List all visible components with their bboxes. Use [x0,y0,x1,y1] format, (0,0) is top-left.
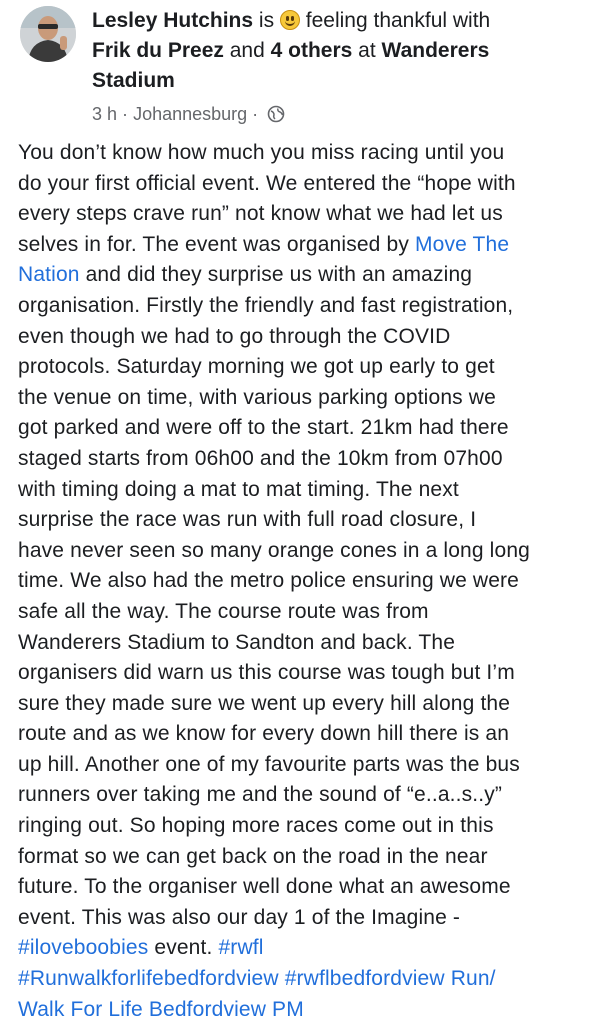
body-line [18,964,586,995]
location-link-cont[interactable]: Stadium [92,69,175,92]
tagged-others[interactable]: 4 others [270,39,353,62]
author-name[interactable]: Lesley Hutchins [92,9,254,32]
body-line: safe all the way. The course route was from [18,599,429,623]
tagged-person[interactable]: Frik du Preez [92,39,224,62]
body-line: route and as we know for every down hill there is an [18,722,510,746]
body-line: even though we had to go through the COVID [18,324,451,348]
body-line [18,995,586,1025]
body-line: protocols. Saturday morning we got up early to get [18,355,495,379]
body-line: runners over taking me and the sound of “e..a..s..y” [18,783,503,807]
page-link-run-walk-for-life-cont[interactable]: Walk For Life Bedfordview PM [18,997,304,1021]
author-avatar[interactable] [20,6,76,62]
body-line: selves in for. The event was organised by Move The [18,232,510,256]
body-line: format so we can get back on the road in the near [18,844,488,868]
post-city: Johannesburg [133,104,248,124]
body-line: Nation and did they surprise us with an amazing [18,263,473,287]
hashtag-iloveboobies[interactable]: #iloveboobies [18,936,149,960]
post-meta: 3 h · Johannesburg · [92,101,285,130]
body-line: ringing out. So hoping more races come out in this [18,814,494,838]
location-link[interactable]: Wanderers [381,39,490,62]
post-timestamp[interactable]: 3 h [92,104,118,124]
hashtag-runwalkforlifebedfordview[interactable]: #Runwalkforlifebedfordview [18,967,279,991]
body-line: staged starts from 06h00 and the 10km from 07h00 [18,446,503,470]
body-line: up hill. Another one of my favourite parts was the bus [18,752,520,776]
body-line: the venue on time, with various parking options we [18,385,496,409]
body-line: have never seen so many orange cones in a long long [18,538,530,562]
hashtag-rwflbedfordview[interactable]: #rwflbedfordview [284,967,445,991]
body-line: Wanderers Stadium to Sandton and back. The [18,630,456,654]
body-line: every steps crave run” not know what we had let us [18,202,503,226]
body-line: #iloveboobies event. #rwfl [18,936,264,960]
body-line: organisation. Firstly the friendly and fast registration, [18,293,514,317]
hashtag-rwfl[interactable]: #rwfl [218,936,264,960]
page-link-move-the-nation[interactable]: Move The [414,232,510,256]
globe-icon[interactable] [267,104,285,130]
post-body [18,138,586,1025]
page-link-move-the-nation-cont[interactable]: Nation [18,263,80,287]
body-line: time. We also had the metro police ensuring we were [18,569,520,593]
body-line: with timing doing a mat to mat timing. The next [18,477,459,501]
post-title: Lesley Hutchins is feeling thankful with Frik du Preez and 4 others at Wanderers Stadium [92,9,491,92]
body-line: surprise the race was run with full road closure, I [18,508,477,532]
body-line: future. To the organiser well done what an awesome [18,875,511,899]
post-header [0,0,595,140]
page-link-run-walk-for-life[interactable]: Run/ [450,967,496,991]
body-line: sure they made sure we went up every hill along the [18,691,511,715]
body-line: event. This was also our day 1 of the Imagine - [18,905,461,929]
body-line: do your first official event. We entered the “hope with [18,171,516,195]
body-line: got parked and were off to the start. 21km had there [18,416,509,440]
body-line: organisers did warn us this course was tough but I’m [18,661,515,685]
body-line: You don’t know how much you miss racing until you [18,141,505,164]
smiley-emoji-icon [280,10,300,30]
